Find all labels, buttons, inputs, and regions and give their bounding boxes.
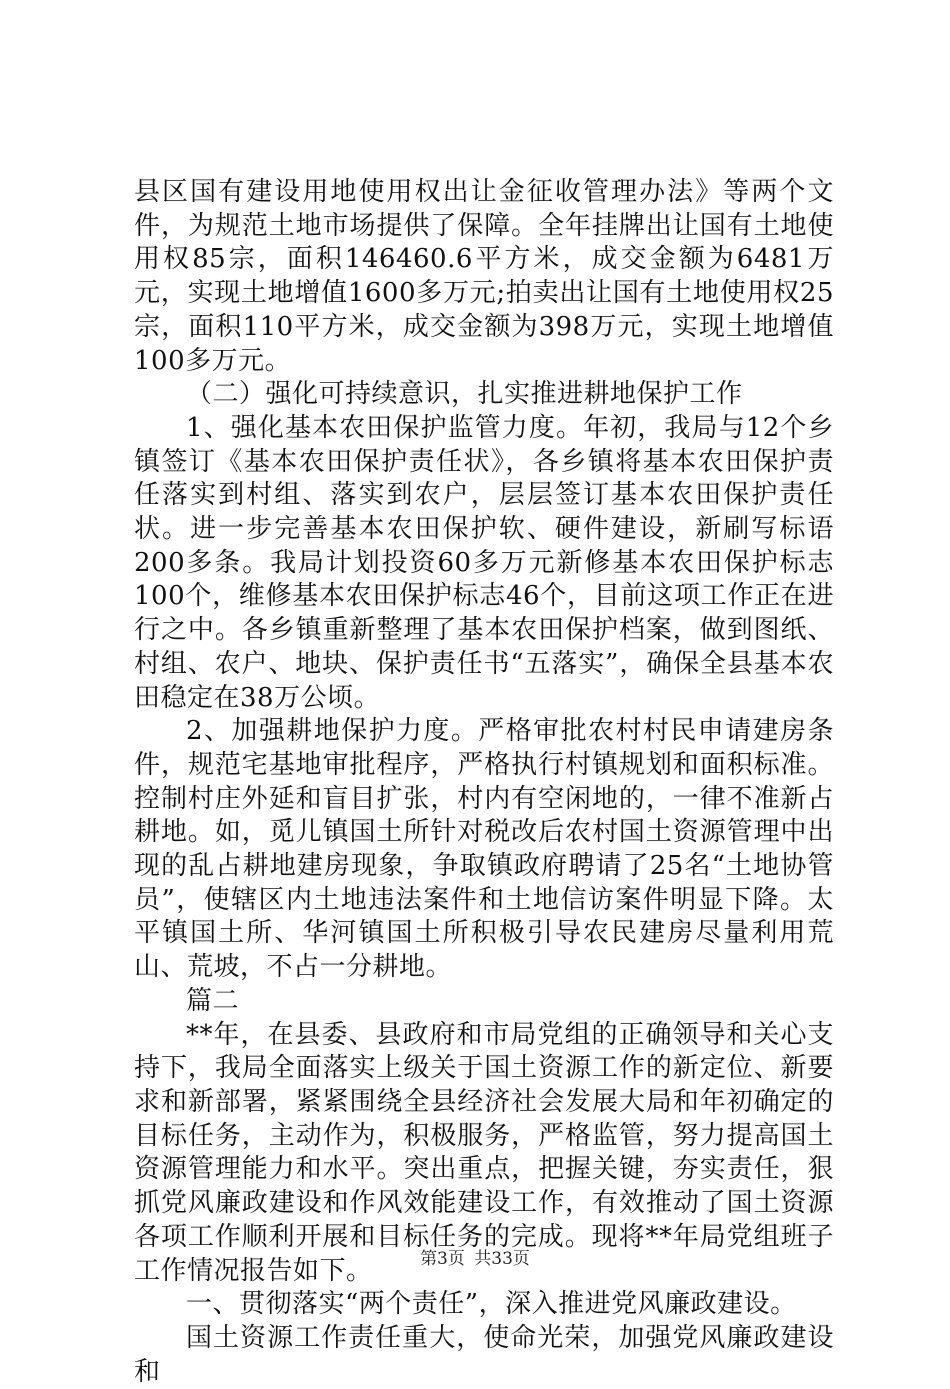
- page-footer: [0, 1244, 950, 1269]
- paragraph-responsibility-start: 国土资源工作责任重大，使命光荣，加强党风廉政建设和: [134, 1322, 834, 1387]
- paragraph-annual-summary: **年，在县委、县政府和市局党组的正确领导和关心支持下，我局全面落实上级关于国土资源工作的新定位、新要求和新部署，紧紧围绕全县经济社会发展大局和年初确定的目标任务，主动作为，积极服务，严格监管，努力提高国土资源管理能力和水平。突出重点，把握关键，夯实责任，狠抓党风廉政建设和作风效能建设工作，有效推动了国土资源各项工作顺利开展和目标任务的完成。现将**年局党组班子工作情况报告如下。: [134, 1019, 834, 1286]
- section-heading-two-responsibilities: 一、贯彻落实“两个责任”，深入推进党风廉政建设。: [186, 1289, 797, 1320]
- paragraph-basic-farmland: 1、强化基本农田保护监管力度。年初，我局与12个乡镇签订《基本农田保护责任状》，各乡镇将基本农田保护责任落实到村组、落实到农户，层层签订基本农田保护责任状。进一步完善基本农田保护软、硬件建设，新刷写标语200多条。我局计划投资60多万元新修基本农田保护标志100个，维修基本农田保护标志46个，目前这项工作正在进行之中。各乡镇重新整理了基本农田保护档案，做到图纸、村组、农户、地块、保护责任书“五落实”，确保全县基本农田稳定在38万公顷。: [134, 412, 834, 713]
- page-total: 共33页: [474, 1249, 530, 1269]
- document-body: [134, 176, 834, 1389]
- page-number: 第3页: [420, 1249, 465, 1269]
- section-heading-farmland: （二）强化可持续意识，扎实推进耕地保护工作: [186, 379, 743, 410]
- paragraph-land-market: 县区国有建设用地使用权出让金征收管理办法》等两个文件，为规范土地市场提供了保障。全年挂牌出让国有土地使用权85宗，面积146460.6平方米，成交金额为6481万元，实现土地增值1600多万元;拍卖出让国有土地使用权25宗，面积110平方米，成交金额为398万元，实现土地增值100多万元。: [134, 177, 834, 376]
- part-two-heading: 篇二: [186, 985, 240, 1016]
- paragraph-farmland-protection: 2、加强耕地保护力度。严格审批农村村民申请建房条件，规范宅基地审批程序，严格执行村镇规划和面积标准。控制村庄外延和盲目扩张，村内有空闲地的，一律不准新占耕地。如，觅儿镇国土所针对税改后农村国土资源管理中出现的乱占耕地建房现象，争取镇政府聘请了25名“土地协管员”，使辖区内土地违法案件和土地信访案件明显下降。太平镇国土所、华河镇国土所积极引导农民建房尽量利用荒山、荒坡，不占一分耕地。: [134, 716, 834, 983]
